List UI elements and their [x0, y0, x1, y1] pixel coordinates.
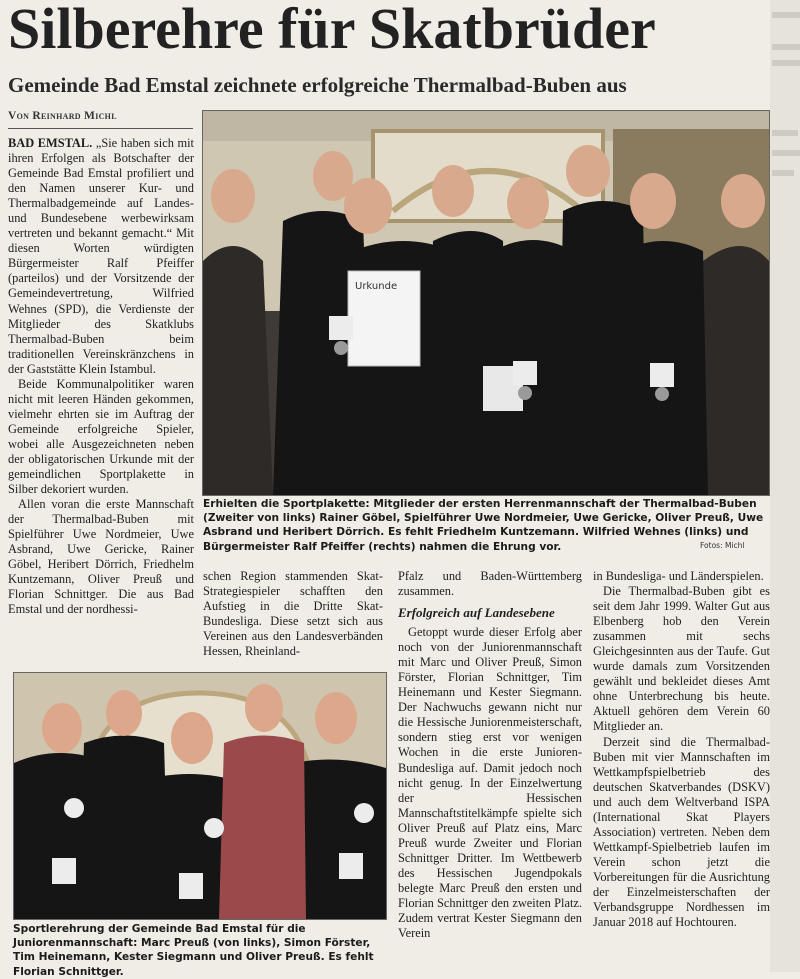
article-column-2 — [203, 569, 383, 669]
subheadline: Gemeinde Bad Emstal zeichnete erfolgreiche Thermalbad-Buben aus — [8, 73, 627, 97]
junior-team-photo — [13, 672, 387, 920]
column-4-paragraph-2: Derzeit sind die Thermalbad-Buben mit vier Mannschaften im Wettkampfspielbetrieb des deutschen Skatverbandes (DSKV) und auch dem Weltverband ISPA (International Skat Players Association) vertreten. Neben dem Wettkampf-Spielbetrieb laufen im Verein schon jetzt die Vorbereitungen für die Ausrichtung der Einzelmeisterschaften der Verbandsgruppe Nordhessen im Januar 2018 auf Hochtouren. — [593, 734, 770, 930]
main-photo-caption: Erhielten die Sportplakette: Mitglieder der ersten Herrenmannschaft der Thermalbad-Buben (Zweiter von links) Rainer Göbel, Spielführer Uwe Nordmeier, Uwe Gericke, Oliver Preuß, Uwe Asbrand und Heribert Dörrich. Es fehlt Friedhelm Kuntzemann. Wilfried Wehnes (links) und Bürgermeister Ralf Pfeiffer (rechts) nahmen die Ehrung vor. — [203, 498, 764, 553]
main-team-photo — [202, 110, 770, 496]
headline: Silberehre für Skatbrüder — [8, 0, 656, 61]
column-4-paragraph-1: Die Thermalbad-Buben gibt es seit dem Jahr 1999. Walter Gut aus Elbenberg hob den Verein zusammen mit sechs Gleichgesinnten aus der Taufe. Gut wurde damals zum Vorsitzenden gewählt und bekleidet dieses Amt ohne Unterbrechung bis heute. Aktuell gehören dem Verein 60 Mitglieder an. — [593, 584, 770, 734]
section-subheading: Erfolgreich auf Landesebene — [398, 605, 555, 621]
adjacent-article-edge — [770, 0, 800, 972]
byline-text: Von Reinhard Michl — [8, 110, 117, 122]
junior-photo-caption: Sportlerehrung der Gemeinde Bad Emstal für die Juniorenmannschaft: Marc Preuß (von links), Simon Förster, Tim Heinemann, Kester Siegmann und Oliver Preuß. Es fehlt Florian Schnittger. — [13, 923, 374, 978]
paragraph-3: Allen voran die erste Mannschaft der Thermalbad-Buben mit Spielführer Uwe Nordmeier, Uwe Asbrand, Uwe Gericke, Rainer Göbel, Heribert Dörrich, Friedhelm Kuntzemann, Oliver Preuß und Florian Schnittger. Die aus Bad Emstal und der nordhessi- — [8, 497, 194, 617]
article-column-3 — [398, 569, 582, 969]
column-4-lead: in Bundesliga- und Länderspielen. — [593, 569, 764, 583]
paragraph-2: Beide Kommunalpolitiker waren nicht mit leeren Händen gekommen, vielmehr ehrten sie im Auftrag der Gemeinde erfolgreiche Spieler, wobei alle Ausgezeichneten neben der obligatorischen Urkunde mit der gemeindlichen Sportplakette in Silber dekoriert wurden. — [8, 376, 194, 497]
column-2-text: schen Region stammenden Skat-Strategiespieler schafften den Aufstieg in die Dritte Skat-Bundesliga. Diese setzt sich aus Vereinen aus den Landesverbänden Hessen, Rheinland- — [203, 569, 383, 659]
paragraph-1-text: „Sie haben sich mit ihren Erfolgen als Botschafter der Gemeinde Bad Emstal profiliert und den Namen unserer Kur- und Thermalbadgemeinde auf Landes- und Bundesebene werbewirksam vertreten und bekannt gemacht.“ Mit diesen Worten würdigten Bürgermeister Ralf Pfeiffer (parteilos) und der Vorsitzende der Gemeindevertretung, Wilfried Wehnes (SPD), die Verdienste der Mitglieder des Skatklubs Thermalbad-Buben beim traditionellen Vereinskränzchens in der Gaststätte Klein Istambul. — [8, 136, 194, 376]
article-column-1 — [8, 136, 194, 684]
byline — [8, 110, 193, 129]
column-3-lead: Pfalz und Baden-Württemberg zusammen. — [398, 569, 582, 599]
paragraph-1 — [8, 136, 194, 377]
article-column-4 — [593, 569, 770, 969]
certificate-label: Urkunde — [355, 281, 398, 292]
dateline: BAD EMSTAL. — [8, 136, 93, 150]
column-3-text: Getoppt wurde dieser Erfolg aber noch von der Juniorenmannschaft mit Marc und Oliver Preuß, Simon Förster, Florian Schnittger, Tim Heinemann und Kester Siegmann. Der Nachwuchs gewann nicht nur die Hessische Juniorenmeisterschaft, sondern stieg erst vor wenigen Wochen in die erste Junioren-Bundesliga auf. Damit jedoch noch nicht genug. In der Einzelwertung der Hessischen Mannschaftstitelkämpfe spielte sich Oliver Preuß auf Platz eins, Marc Preuß wurde Zweiter und Florian Schnittger Dritter. Im Wettbewerb des Hessischen Jugendpokals belegte Marc Preuß den ersten und Florian Schnittger den zweiten Platz. Zudem vertrat Kester Siegmann den Verein — [398, 625, 582, 941]
photo-credit: Fotos: Michl — [700, 541, 745, 550]
